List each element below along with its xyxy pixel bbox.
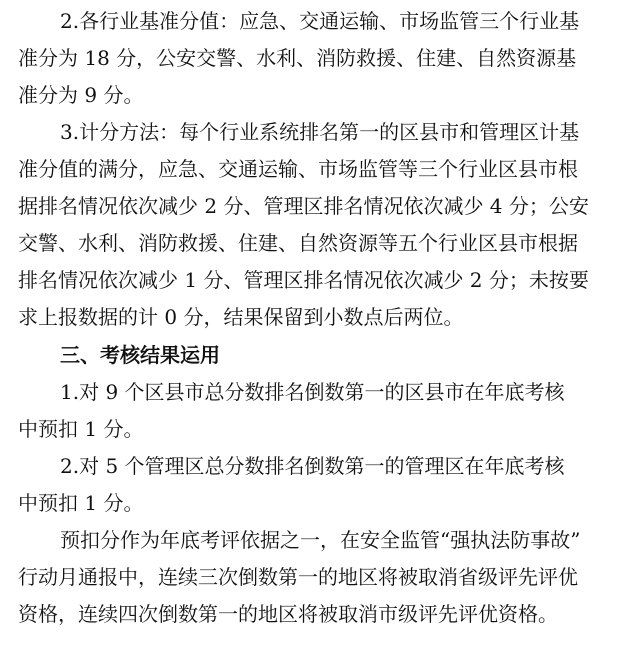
para-scoring-method-line-5: 排名情况依次减少 1 分、管理区排名情况依次减少 2 分；未按要 — [18, 268, 589, 292]
para-base-score-line-2: 准分为 18 分，公安交警、水利、消防救援、住建、自然资源基 — [18, 46, 577, 70]
para-management-rule-line-2: 中预扣 1 分。 — [18, 491, 144, 515]
para-deduction-line-1: 预扣分作为年底考评依据之一，在安全监管“强执法防事故” — [60, 528, 581, 552]
para-base-score-line-3: 准分为 9 分。 — [18, 83, 144, 107]
para-scoring-method-line-4: 交警、水利、消防救援、住建、自然资源等五个行业区县市根据 — [18, 231, 578, 255]
para-scoring-method-line-2: 准分值的满分，应急、交通运输、市场监管等三个行业区县市根 — [18, 157, 578, 181]
para-deduction-line-2: 行动月通报中，连续三次倒数第一的地区将被取消省级评先评优 — [18, 565, 578, 589]
para-county-rule-line-2: 中预扣 1 分。 — [18, 417, 144, 441]
para-scoring-method-line-6: 求上报数据的计 0 分，结果保留到小数点后两位。 — [18, 305, 464, 329]
para-scoring-method-line-1: 3.计分方法：每个行业系统排名第一的区县市和管理区计基 — [60, 120, 580, 144]
para-scoring-method-line-3: 据排名情况依次减少 2 分、管理区排名情况依次减少 4 分；公安 — [18, 194, 589, 218]
para-management-rule-line-1: 2.对 5 个管理区总分数排名倒数第一的管理区在年底考核 — [60, 454, 565, 478]
para-county-rule-line-1: 1.对 9 个区县市总分数排名倒数第一的区县市在年底考核 — [60, 380, 565, 404]
para-deduction-line-3: 资格，连续四次倒数第一的地区将被取消市级评先评优资格。 — [18, 602, 558, 626]
section-heading: 三、考核结果运用 — [60, 343, 220, 367]
para-base-score-line-1: 2.各行业基准分值：应急、交通运输、市场监管三个行业基 — [60, 9, 580, 33]
